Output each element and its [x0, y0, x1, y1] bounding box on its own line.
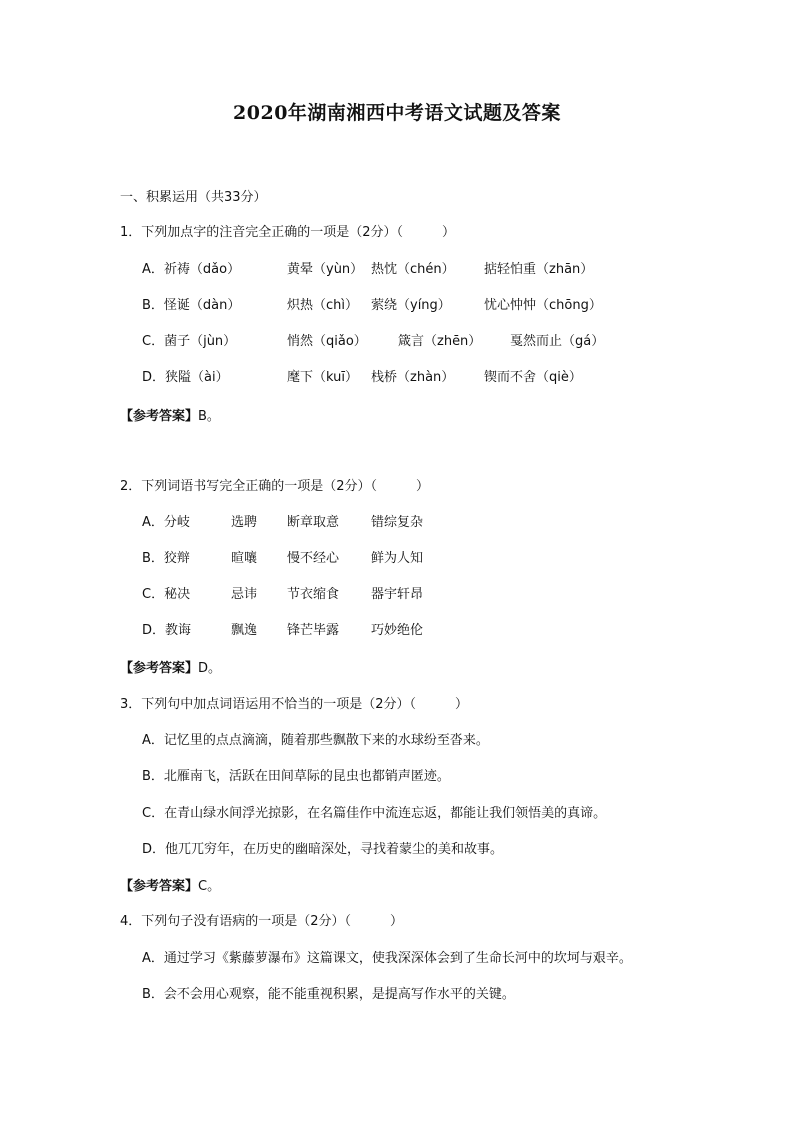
q2-option-d-item-1: D．教诲 — [142, 623, 192, 638]
question-3-stem: 3．下列句中加点词语运用不恰当的一项是（2分）（ ） — [120, 697, 469, 712]
q2-option-a-item-3: 断章取意 — [287, 515, 340, 530]
q1-option-a-item-1: A．祈祷（dǎo） — [142, 262, 241, 277]
section-heading: 一、积累运用（共33分） — [120, 190, 267, 205]
question-4-stem: 4．下列句子没有语病的一项是（2分）（ ） — [120, 914, 404, 929]
q2-option-b-item-4: 鲜为人知 — [371, 551, 424, 566]
q2-option-b-item-3: 慢不经心 — [287, 551, 340, 566]
q1-option-c-item-4: 戛然而止（gá） — [510, 334, 605, 349]
q2-option-c-item-3: 节衣缩食 — [287, 587, 340, 602]
q1-option-d-item-1: D．狭隘（ài） — [142, 370, 229, 385]
q1-option-d-item-4: 锲而不舍（qiè） — [484, 370, 582, 385]
q2-option-c-item-4: 器宇轩昂 — [371, 587, 424, 602]
q2-option-a-item-1: A．分岐 — [142, 515, 190, 530]
q1-option-b-item-2: 炽热（chì） — [287, 298, 358, 313]
q3-option-b: B．北雁南飞，活跃在田间草际的昆虫也都销声匿迹。 — [142, 769, 450, 784]
q3-option-c: C．在青山绿水间浮光掠影，在名篇佳作中流连忘返，都能让我们领悟美的真谛。 — [142, 806, 607, 821]
question-1-stem: 1．下列加点字的注音完全正确的一项是（2分）（ ） — [120, 225, 456, 240]
q1-answer — [120, 408, 220, 426]
answer-label: 【参考答案】 — [120, 879, 199, 894]
q2-option-c-item-1: C．秘决 — [142, 587, 191, 602]
q2-option-d-item-4: 巧妙绝伦 — [371, 623, 424, 638]
q1-option-c-item-1: C．菌子（jùn） — [142, 334, 237, 349]
q2-answer — [120, 660, 221, 678]
q1-option-a-item-4: 掂轻怕重（zhān） — [484, 262, 594, 277]
q3-answer — [120, 878, 220, 896]
q1-option-c-item-3: 箴言（zhēn） — [398, 334, 482, 349]
answer-value: D。 — [198, 661, 222, 676]
q2-option-d-item-3: 锋芒毕露 — [287, 623, 340, 638]
q3-option-d: D．他兀兀穷年，在历史的幽暗深处，寻找着蒙尘的美和故事。 — [142, 842, 504, 857]
question-2-stem: 2．下列词语书写完全正确的一项是（2分）（ ） — [120, 479, 430, 494]
q2-option-a-item-2: 选聘 — [231, 515, 258, 530]
q3-option-a: A．记忆里的点点滴滴，随着那些飘散下来的水球纷至沓来。 — [142, 733, 489, 748]
answer-label: 【参考答案】 — [120, 409, 199, 424]
answer-value: C。 — [198, 879, 221, 894]
q1-option-d-item-3: 栈桥（zhàn） — [371, 370, 455, 385]
page-title: 2020年湖南湘西中考语文试题及答案 — [233, 102, 561, 124]
q4-option-a: A．通过学习《紫藤萝瀑布》这篇课文，使我深深体会到了生命长河中的坎坷与艰辛。 — [142, 951, 632, 966]
q1-option-a-item-3: 热忱（chén） — [371, 262, 455, 277]
q1-option-b-item-4: 忧心忡忡（chōng） — [484, 298, 602, 313]
q2-option-b-item-2: 暄嚷 — [231, 551, 258, 566]
q2-option-b-item-1: B．狡辩 — [142, 551, 190, 566]
q1-option-c-item-2: 悄然（qiǎo） — [287, 334, 367, 349]
q1-option-a-item-2: 黄晕（yùn） — [287, 262, 364, 277]
q1-option-d-item-2: 麾下（kuī） — [287, 370, 358, 385]
answer-value: B。 — [198, 409, 220, 424]
q2-option-d-item-2: 飘逸 — [231, 623, 258, 638]
answer-label: 【参考答案】 — [120, 661, 199, 676]
q2-option-a-item-4: 错综复杂 — [371, 515, 424, 530]
q1-option-b-item-3: 萦绕（yíng） — [371, 298, 451, 313]
q2-option-c-item-2: 忌讳 — [231, 587, 258, 602]
q4-option-b: B．会不会用心观察，能不能重视积累，是提高写作水平的关键。 — [142, 987, 515, 1002]
q1-option-b-item-1: B．怪诞（dàn） — [142, 298, 241, 313]
